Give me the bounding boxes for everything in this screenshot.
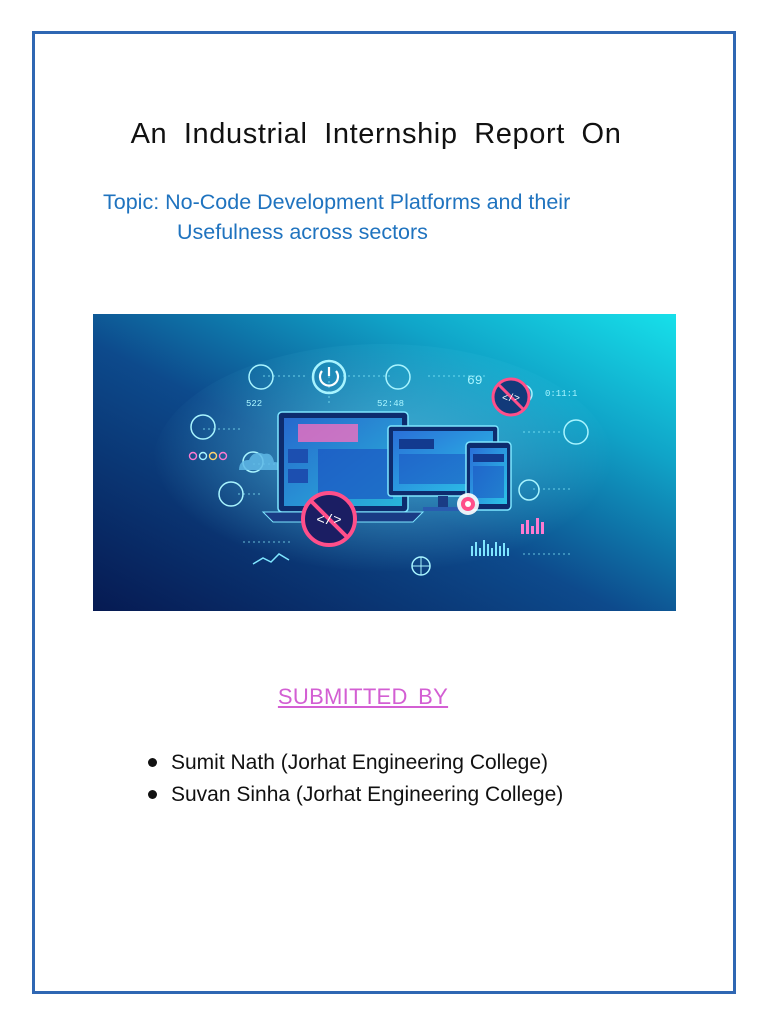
report-title: An Industrial Internship Report On — [130, 118, 622, 150]
no-code-symbol-small — [493, 379, 529, 415]
label-522: 522 — [246, 399, 263, 409]
globe-cursor-icon — [412, 557, 430, 575]
submitted-by-heading: SUBMITTED BY — [277, 684, 449, 709]
label-69: 69 — [467, 373, 483, 388]
cover-illustration — [93, 314, 676, 611]
target-icon — [457, 493, 479, 515]
bullet-icon — [148, 790, 157, 799]
label-timer: 0:11:1 — [545, 389, 578, 399]
svg-text:</>: </> — [501, 394, 521, 405]
bullet-icon — [148, 758, 157, 767]
label-52-48: 52:48 — [377, 399, 405, 409]
svg-text:</>: </> — [316, 513, 342, 529]
author-list — [148, 749, 563, 813]
topic-line-2: Usefulness across sectors — [177, 220, 428, 244]
no-code-symbol-large — [303, 493, 355, 545]
author-name: Suvan Sinha (Jorhat Engineering College) — [171, 783, 564, 806]
author-item — [148, 749, 563, 781]
author-name: Sumit Nath (Jorhat Engineering College) — [171, 751, 549, 774]
author-item — [148, 781, 563, 813]
topic-line-1: Topic: No-Code Development Platforms and their — [103, 190, 571, 214]
